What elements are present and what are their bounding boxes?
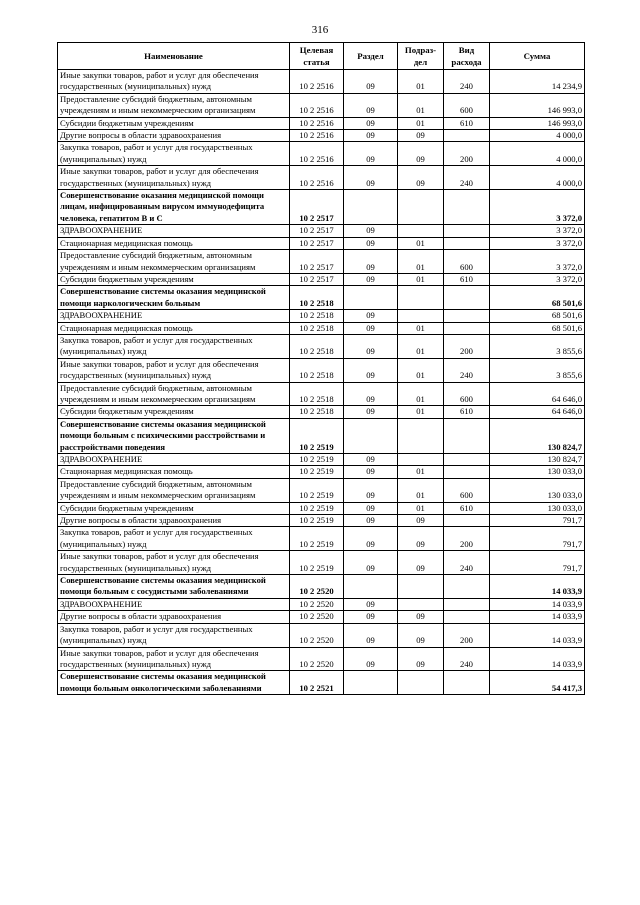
cell-name: Иные закупки товаров, работ и услуг для обеспечения государственных (муниципальных) нужд bbox=[58, 551, 290, 575]
table-row bbox=[58, 358, 585, 382]
cell-expense-type bbox=[444, 454, 490, 466]
cell-amount: 68 501,6 bbox=[490, 322, 585, 334]
cell-amount: 130 033,0 bbox=[490, 466, 585, 478]
cell-article: 10 2 2516 bbox=[290, 130, 344, 142]
cell-article: 10 2 2520 bbox=[290, 598, 344, 610]
cell-name: Закупка товаров, работ и услуг для государственных (муниципальных) нужд bbox=[58, 623, 290, 647]
cell-section: 09 bbox=[344, 478, 398, 502]
cell-name: Иные закупки товаров, работ и услуг для обеспечения государственных (муниципальных) нужд bbox=[58, 166, 290, 190]
cell-amount: 3 855,6 bbox=[490, 358, 585, 382]
table-row bbox=[58, 598, 585, 610]
cell-section: 09 bbox=[344, 334, 398, 358]
cell-section: 09 bbox=[344, 382, 398, 406]
cell-name: Предоставление субсидий бюджетным, автономным учреждениям и иным некоммерческим организациям bbox=[58, 382, 290, 406]
cell-name: Закупка товаров, работ и услуг для государственных (муниципальных) нужд bbox=[58, 334, 290, 358]
header-section: Раздел bbox=[344, 43, 398, 70]
cell-section: 09 bbox=[344, 527, 398, 551]
cell-section: 09 bbox=[344, 598, 398, 610]
table-row bbox=[58, 334, 585, 358]
cell-name: Закупка товаров, работ и услуг для государственных (муниципальных) нужд bbox=[58, 142, 290, 166]
cell-amount: 14 033,9 bbox=[490, 611, 585, 623]
page-number: 316 bbox=[311, 24, 329, 36]
table-body bbox=[58, 70, 585, 695]
cell-amount: 64 646,0 bbox=[490, 406, 585, 418]
cell-name: Субсидии бюджетным учреждениям bbox=[58, 502, 290, 514]
cell-article: 10 2 2516 bbox=[290, 142, 344, 166]
cell-subsection: 01 bbox=[398, 117, 444, 129]
table-row bbox=[58, 250, 585, 274]
cell-section: 09 bbox=[344, 117, 398, 129]
cell-amount: 130 033,0 bbox=[490, 502, 585, 514]
cell-subsection bbox=[398, 286, 444, 310]
cell-expense-type bbox=[444, 575, 490, 599]
cell-amount: 4 000,0 bbox=[490, 130, 585, 142]
header-name: Наименование bbox=[58, 43, 290, 70]
table-row bbox=[58, 273, 585, 285]
cell-section: 09 bbox=[344, 647, 398, 671]
cell-subsection: 01 bbox=[398, 382, 444, 406]
cell-amount: 3 372,0 bbox=[490, 250, 585, 274]
cell-subsection: 09 bbox=[398, 551, 444, 575]
cell-name: Стационарная медицинская помощь bbox=[58, 237, 290, 249]
cell-article: 10 2 2519 bbox=[290, 478, 344, 502]
cell-name: Стационарная медицинская помощь bbox=[58, 466, 290, 478]
cell-article: 10 2 2516 bbox=[290, 166, 344, 190]
cell-expense-type: 600 bbox=[444, 478, 490, 502]
cell-section: 09 bbox=[344, 454, 398, 466]
table-row bbox=[58, 225, 585, 237]
cell-expense-type: 200 bbox=[444, 142, 490, 166]
cell-section bbox=[344, 671, 398, 695]
cell-name: Совершенствование системы оказания медицинской помощи больным с сосудистыми заболеваниями bbox=[58, 575, 290, 599]
cell-amount: 68 501,6 bbox=[490, 310, 585, 322]
cell-subsection: 09 bbox=[398, 142, 444, 166]
header-amount: Сумма bbox=[490, 43, 585, 70]
table-row bbox=[58, 310, 585, 322]
cell-article: 10 2 2516 bbox=[290, 70, 344, 94]
table-row bbox=[58, 527, 585, 551]
cell-section: 09 bbox=[344, 237, 398, 249]
cell-article: 10 2 2520 bbox=[290, 575, 344, 599]
cell-article: 10 2 2516 bbox=[290, 93, 344, 117]
cell-article: 10 2 2518 bbox=[290, 382, 344, 406]
cell-subsection bbox=[398, 190, 444, 225]
cell-expense-type bbox=[444, 515, 490, 527]
cell-article: 10 2 2516 bbox=[290, 117, 344, 129]
table-row bbox=[58, 117, 585, 129]
cell-name: Совершенствование системы оказания медицинской помощи больным с психическими расстройствами и расстройствами поведения bbox=[58, 418, 290, 453]
cell-amount: 14 033,9 bbox=[490, 647, 585, 671]
cell-expense-type bbox=[444, 130, 490, 142]
cell-article: 10 2 2518 bbox=[290, 406, 344, 418]
cell-expense-type bbox=[444, 418, 490, 453]
cell-name: Совершенствование системы оказания медицинской помощи больным онкологическими заболеваниями bbox=[58, 671, 290, 695]
cell-article: 10 2 2520 bbox=[290, 623, 344, 647]
cell-expense-type: 200 bbox=[444, 334, 490, 358]
table-row bbox=[58, 466, 585, 478]
cell-expense-type: 240 bbox=[444, 551, 490, 575]
cell-section: 09 bbox=[344, 250, 398, 274]
cell-subsection: 09 bbox=[398, 130, 444, 142]
cell-subsection bbox=[398, 598, 444, 610]
table-row bbox=[58, 551, 585, 575]
cell-subsection bbox=[398, 225, 444, 237]
cell-section: 09 bbox=[344, 225, 398, 237]
header-subsection: Подраз- дел bbox=[398, 43, 444, 70]
cell-article: 10 2 2519 bbox=[290, 454, 344, 466]
table-row bbox=[58, 515, 585, 527]
cell-expense-type: 240 bbox=[444, 647, 490, 671]
cell-amount: 146 993,0 bbox=[490, 93, 585, 117]
table-row bbox=[58, 142, 585, 166]
cell-subsection bbox=[398, 671, 444, 695]
cell-subsection bbox=[398, 310, 444, 322]
table-row bbox=[58, 70, 585, 94]
cell-article: 10 2 2517 bbox=[290, 190, 344, 225]
cell-section: 09 bbox=[344, 515, 398, 527]
cell-section: 09 bbox=[344, 310, 398, 322]
cell-section bbox=[344, 418, 398, 453]
cell-expense-type bbox=[444, 598, 490, 610]
cell-name: Предоставление субсидий бюджетным, автономным учреждениям и иным некоммерческим организациям bbox=[58, 93, 290, 117]
cell-article: 10 2 2517 bbox=[290, 237, 344, 249]
cell-subsection bbox=[398, 454, 444, 466]
table-row bbox=[58, 322, 585, 334]
cell-article: 10 2 2518 bbox=[290, 358, 344, 382]
cell-article: 10 2 2519 bbox=[290, 527, 344, 551]
table-row bbox=[58, 611, 585, 623]
cell-expense-type bbox=[444, 237, 490, 249]
cell-article: 10 2 2519 bbox=[290, 466, 344, 478]
cell-article: 10 2 2519 bbox=[290, 551, 344, 575]
cell-expense-type bbox=[444, 286, 490, 310]
cell-expense-type: 200 bbox=[444, 527, 490, 551]
cell-amount: 14 234,9 bbox=[490, 70, 585, 94]
cell-name: Стационарная медицинская помощь bbox=[58, 322, 290, 334]
cell-article: 10 2 2517 bbox=[290, 225, 344, 237]
cell-name: Другие вопросы в области здравоохранения bbox=[58, 515, 290, 527]
cell-amount: 14 033,9 bbox=[490, 598, 585, 610]
cell-name: Иные закупки товаров, работ и услуг для обеспечения государственных (муниципальных) нужд bbox=[58, 358, 290, 382]
cell-amount: 14 033,9 bbox=[490, 575, 585, 599]
cell-expense-type: 610 bbox=[444, 406, 490, 418]
cell-subsection: 09 bbox=[398, 611, 444, 623]
table-row bbox=[58, 93, 585, 117]
cell-article: 10 2 2521 bbox=[290, 671, 344, 695]
cell-article: 10 2 2518 bbox=[290, 286, 344, 310]
cell-expense-type: 240 bbox=[444, 70, 490, 94]
cell-expense-type: 240 bbox=[444, 166, 490, 190]
cell-section: 09 bbox=[344, 70, 398, 94]
table-row bbox=[58, 502, 585, 514]
cell-article: 10 2 2520 bbox=[290, 611, 344, 623]
cell-name: Совершенствование системы оказания медицинской помощи наркологическим больным bbox=[58, 286, 290, 310]
cell-section bbox=[344, 575, 398, 599]
cell-amount: 3 855,6 bbox=[490, 334, 585, 358]
cell-name: Иные закупки товаров, работ и услуг для обеспечения государственных (муниципальных) нужд bbox=[58, 70, 290, 94]
table-row bbox=[58, 647, 585, 671]
cell-subsection: 09 bbox=[398, 515, 444, 527]
table-row bbox=[58, 406, 585, 418]
cell-article: 10 2 2518 bbox=[290, 322, 344, 334]
cell-subsection: 01 bbox=[398, 70, 444, 94]
cell-subsection: 01 bbox=[398, 406, 444, 418]
table-row bbox=[58, 190, 585, 225]
cell-amount: 54 417,3 bbox=[490, 671, 585, 695]
table-row bbox=[58, 130, 585, 142]
cell-amount: 3 372,0 bbox=[490, 190, 585, 225]
cell-expense-type: 240 bbox=[444, 358, 490, 382]
cell-subsection: 01 bbox=[398, 93, 444, 117]
cell-name: Субсидии бюджетным учреждениям bbox=[58, 406, 290, 418]
cell-amount: 146 993,0 bbox=[490, 117, 585, 129]
cell-subsection: 09 bbox=[398, 527, 444, 551]
cell-name: ЗДРАВООХРАНЕНИЕ bbox=[58, 598, 290, 610]
cell-article: 10 2 2518 bbox=[290, 310, 344, 322]
cell-section: 09 bbox=[344, 166, 398, 190]
cell-subsection: 01 bbox=[398, 466, 444, 478]
cell-expense-type: 600 bbox=[444, 250, 490, 274]
table-row bbox=[58, 418, 585, 453]
cell-expense-type: 600 bbox=[444, 93, 490, 117]
cell-amount: 68 501,6 bbox=[490, 286, 585, 310]
cell-subsection: 09 bbox=[398, 647, 444, 671]
cell-expense-type: 600 bbox=[444, 382, 490, 406]
cell-name: ЗДРАВООХРАНЕНИЕ bbox=[58, 310, 290, 322]
table-row bbox=[58, 623, 585, 647]
cell-subsection: 01 bbox=[398, 237, 444, 249]
cell-subsection: 01 bbox=[398, 358, 444, 382]
cell-subsection bbox=[398, 575, 444, 599]
cell-section: 09 bbox=[344, 466, 398, 478]
cell-name: Закупка товаров, работ и услуг для государственных (муниципальных) нужд bbox=[58, 527, 290, 551]
cell-name: Иные закупки товаров, работ и услуг для обеспечения государственных (муниципальных) нужд bbox=[58, 647, 290, 671]
cell-name: Предоставление субсидий бюджетным, автономным учреждениям и иным некоммерческим организациям bbox=[58, 250, 290, 274]
table-row bbox=[58, 478, 585, 502]
cell-expense-type bbox=[444, 611, 490, 623]
cell-section: 09 bbox=[344, 611, 398, 623]
cell-amount: 3 372,0 bbox=[490, 237, 585, 249]
cell-amount: 3 372,0 bbox=[490, 225, 585, 237]
cell-section: 09 bbox=[344, 130, 398, 142]
cell-subsection: 01 bbox=[398, 478, 444, 502]
cell-section: 09 bbox=[344, 273, 398, 285]
cell-amount: 791,7 bbox=[490, 551, 585, 575]
header-row bbox=[58, 43, 585, 70]
cell-expense-type bbox=[444, 671, 490, 695]
cell-amount: 14 033,9 bbox=[490, 623, 585, 647]
cell-subsection: 01 bbox=[398, 322, 444, 334]
table-row bbox=[58, 382, 585, 406]
budget-table bbox=[57, 42, 585, 695]
table-row bbox=[58, 454, 585, 466]
cell-amount: 791,7 bbox=[490, 515, 585, 527]
cell-name: ЗДРАВООХРАНЕНИЕ bbox=[58, 225, 290, 237]
cell-article: 10 2 2518 bbox=[290, 334, 344, 358]
cell-section: 09 bbox=[344, 358, 398, 382]
cell-expense-type: 610 bbox=[444, 502, 490, 514]
table-row bbox=[58, 286, 585, 310]
cell-expense-type: 610 bbox=[444, 273, 490, 285]
cell-section: 09 bbox=[344, 93, 398, 117]
cell-article: 10 2 2517 bbox=[290, 250, 344, 274]
cell-expense-type bbox=[444, 310, 490, 322]
cell-amount: 130 824,7 bbox=[490, 418, 585, 453]
cell-amount: 4 000,0 bbox=[490, 166, 585, 190]
header-expense-type: Вид расхода bbox=[444, 43, 490, 70]
table-row bbox=[58, 575, 585, 599]
table-row bbox=[58, 671, 585, 695]
cell-expense-type: 200 bbox=[444, 623, 490, 647]
table-row bbox=[58, 237, 585, 249]
cell-amount: 130 033,0 bbox=[490, 478, 585, 502]
cell-name: Субсидии бюджетным учреждениям bbox=[58, 117, 290, 129]
cell-section: 09 bbox=[344, 551, 398, 575]
cell-expense-type bbox=[444, 466, 490, 478]
cell-amount: 64 646,0 bbox=[490, 382, 585, 406]
cell-section: 09 bbox=[344, 142, 398, 166]
cell-section: 09 bbox=[344, 406, 398, 418]
cell-name: Субсидии бюджетным учреждениям bbox=[58, 273, 290, 285]
cell-name: ЗДРАВООХРАНЕНИЕ bbox=[58, 454, 290, 466]
cell-expense-type bbox=[444, 322, 490, 334]
cell-section: 09 bbox=[344, 502, 398, 514]
cell-name: Предоставление субсидий бюджетным, автономным учреждениям и иным некоммерческим организациям bbox=[58, 478, 290, 502]
cell-section: 09 bbox=[344, 623, 398, 647]
cell-amount: 130 824,7 bbox=[490, 454, 585, 466]
cell-article: 10 2 2519 bbox=[290, 502, 344, 514]
cell-subsection: 09 bbox=[398, 166, 444, 190]
table-row bbox=[58, 166, 585, 190]
cell-name: Другие вопросы в области здравоохранения bbox=[58, 611, 290, 623]
cell-article: 10 2 2517 bbox=[290, 273, 344, 285]
cell-section: 09 bbox=[344, 322, 398, 334]
cell-subsection: 09 bbox=[398, 623, 444, 647]
cell-subsection: 01 bbox=[398, 250, 444, 274]
cell-amount: 791,7 bbox=[490, 527, 585, 551]
cell-name: Совершенствование оказания медицинской помощи лицам, инфицированным вирусом иммунодефицита человека, гепатитом В и С bbox=[58, 190, 290, 225]
cell-section bbox=[344, 286, 398, 310]
cell-article: 10 2 2520 bbox=[290, 647, 344, 671]
cell-subsection: 01 bbox=[398, 273, 444, 285]
cell-amount: 3 372,0 bbox=[490, 273, 585, 285]
header-article: Целевая статья bbox=[290, 43, 344, 70]
cell-article: 10 2 2519 bbox=[290, 418, 344, 453]
cell-name: Другие вопросы в области здравоохранения bbox=[58, 130, 290, 142]
cell-expense-type bbox=[444, 225, 490, 237]
cell-section bbox=[344, 190, 398, 225]
cell-expense-type bbox=[444, 190, 490, 225]
cell-amount: 4 000,0 bbox=[490, 142, 585, 166]
cell-subsection: 01 bbox=[398, 502, 444, 514]
cell-subsection bbox=[398, 418, 444, 453]
cell-article: 10 2 2519 bbox=[290, 515, 344, 527]
cell-subsection: 01 bbox=[398, 334, 444, 358]
cell-expense-type: 610 bbox=[444, 117, 490, 129]
